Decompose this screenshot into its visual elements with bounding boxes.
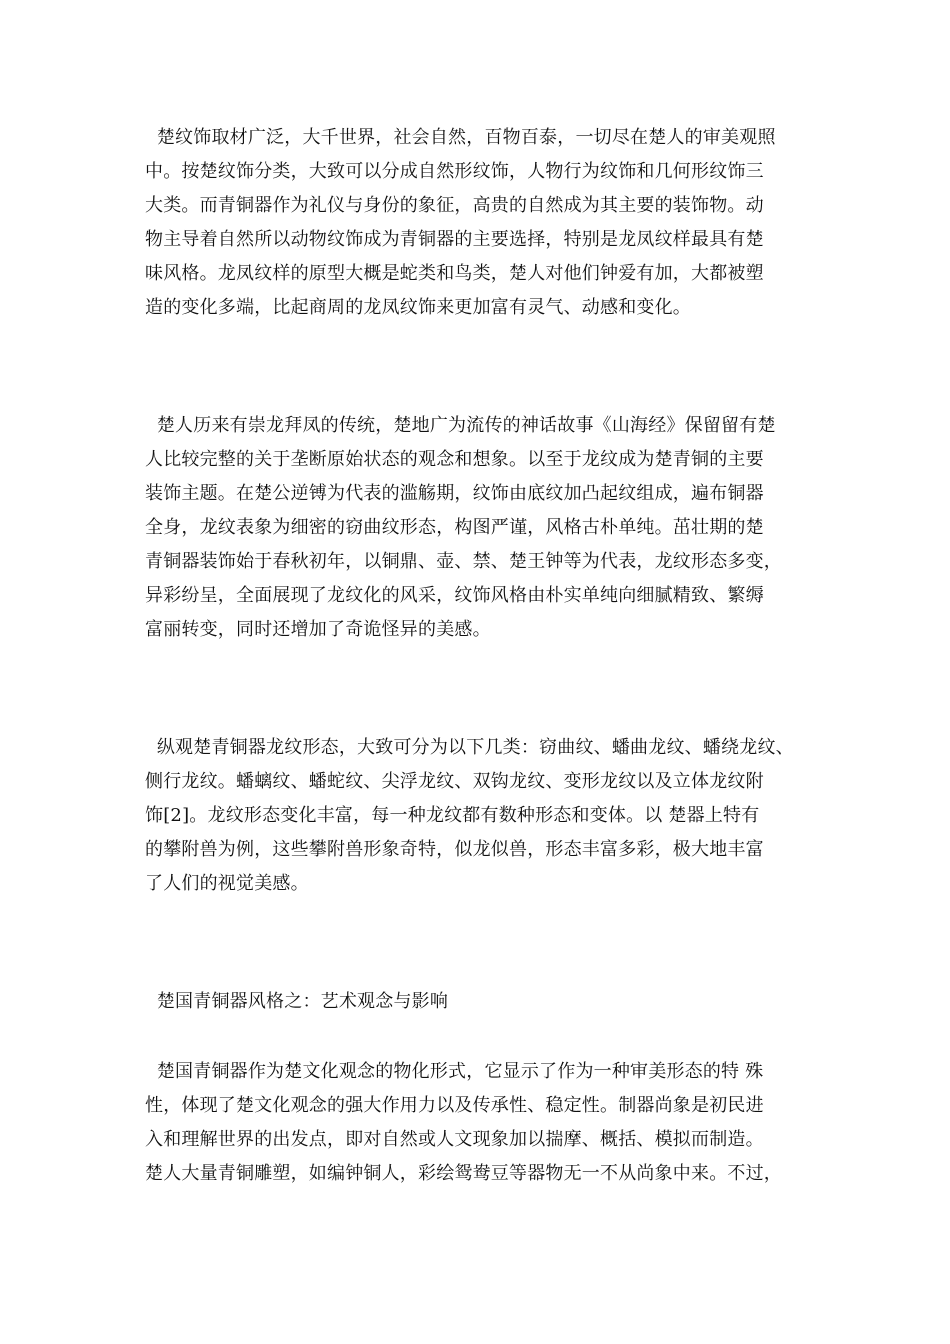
paragraph-5-line-3: 入和理解世界的出发点，即对自然或人文现象加以揣摩、概括、模拟而制造。 [145,1129,764,1150]
paragraph-1-line-3: 大类。而青铜器作为礼仪与身份的象征，高贵的自然成为其主要的装饰物。动 [145,195,764,216]
paragraph-1-line-2: 中。按楚纹饰分类，大致可以分成自然形纹饰，人物行为纹饰和几何形纹饰三 [145,161,764,182]
paragraph-5-line-2: 性，体现了楚文化观念的强大作用力以及传承性、稳定性。制器尚象是初民进 [145,1095,764,1116]
paragraph-2-line-1: 楚人历来有崇龙拜凤的传统，楚地广为流传的神话故事《山海经》保留留有楚 [145,415,776,436]
paragraph-1-line-5: 味风格。龙凤纹样的原型大概是蛇类和鸟类，楚人对他们钟爱有加，大都被塑 [145,263,764,284]
paragraph-1-line-4: 物主导着自然所以动物纹饰成为青铜器的主要选择，特别是龙凤纹样最具有楚 [145,229,764,250]
paragraph-3-line-5: 了人们的视觉美感。 [145,873,309,894]
paragraph-3-line-2: 侧行龙纹。蟠螭纹、蟠蛇纹、尖浮龙纹、双钩龙纹、变形龙纹以及立体龙纹附 [145,771,764,792]
paragraph-2-line-7: 富丽转变，同时还增加了奇诡怪异的美感。 [145,619,491,640]
paragraph-3-line-4: 的攀附兽为例，这些攀附兽形象奇特，似龙似兽，形态丰富多彩，极大地丰富 [145,839,764,860]
paragraph-2-line-6: 异彩纷呈，全面展现了龙纹化的风采，纹饰风格由朴实单纯向细腻精致、繁缛 [145,585,764,606]
paragraph-2-line-4: 全身，龙纹表象为细密的窃曲纹形态，构图严谨，风格古朴单纯。茁壮期的楚 [145,517,764,538]
section-heading: 楚国青铜器风格之：艺术观念与影响 [145,991,449,1012]
paragraph-2-line-2: 人比较完整的关于垄断原始状态的观念和想象。以至于龙纹成为楚青铜的主要 [145,449,764,470]
paragraph-2-line-3: 装饰主题。在楚公逆镈为代表的滥觞期，纹饰由底纹加凸起纹组成，遍布铜器 [145,483,764,504]
paragraph-3-line-3: 饰[2]。龙纹形态变化丰富，每一种龙纹都有数种形态和变体。以 楚器上特有 [145,805,760,826]
paragraph-2-line-5: 青铜器装饰始于春秋初年，以铜鼎、壶、禁、楚王钟等为代表，龙纹形态多变， [145,551,782,572]
paragraph-5-line-4: 楚人大量青铜雕塑，如编钟铜人，彩绘鸳鸯豆等器物无一不从尚象中来。不过， [145,1163,782,1184]
paragraph-5-line-1: 楚国青铜器作为楚文化观念的物化形式，它显示了作为一种审美形态的特 殊 [145,1061,764,1082]
paragraph-1-line-1: 楚纹饰取材广泛，大千世界，社会自然，百物百泰，一切尽在楚人的审美观照 [145,127,776,148]
paragraph-3-line-1: 纵观楚青铜器龙纹形态，大致可分为以下几类：窃曲纹、蟠曲龙纹、蟠绕龙纹、 [145,737,794,758]
paragraph-1-line-6: 造的变化多端，比起商周的龙凤纹饰来更加富有灵气、动感和变化。 [145,297,691,318]
